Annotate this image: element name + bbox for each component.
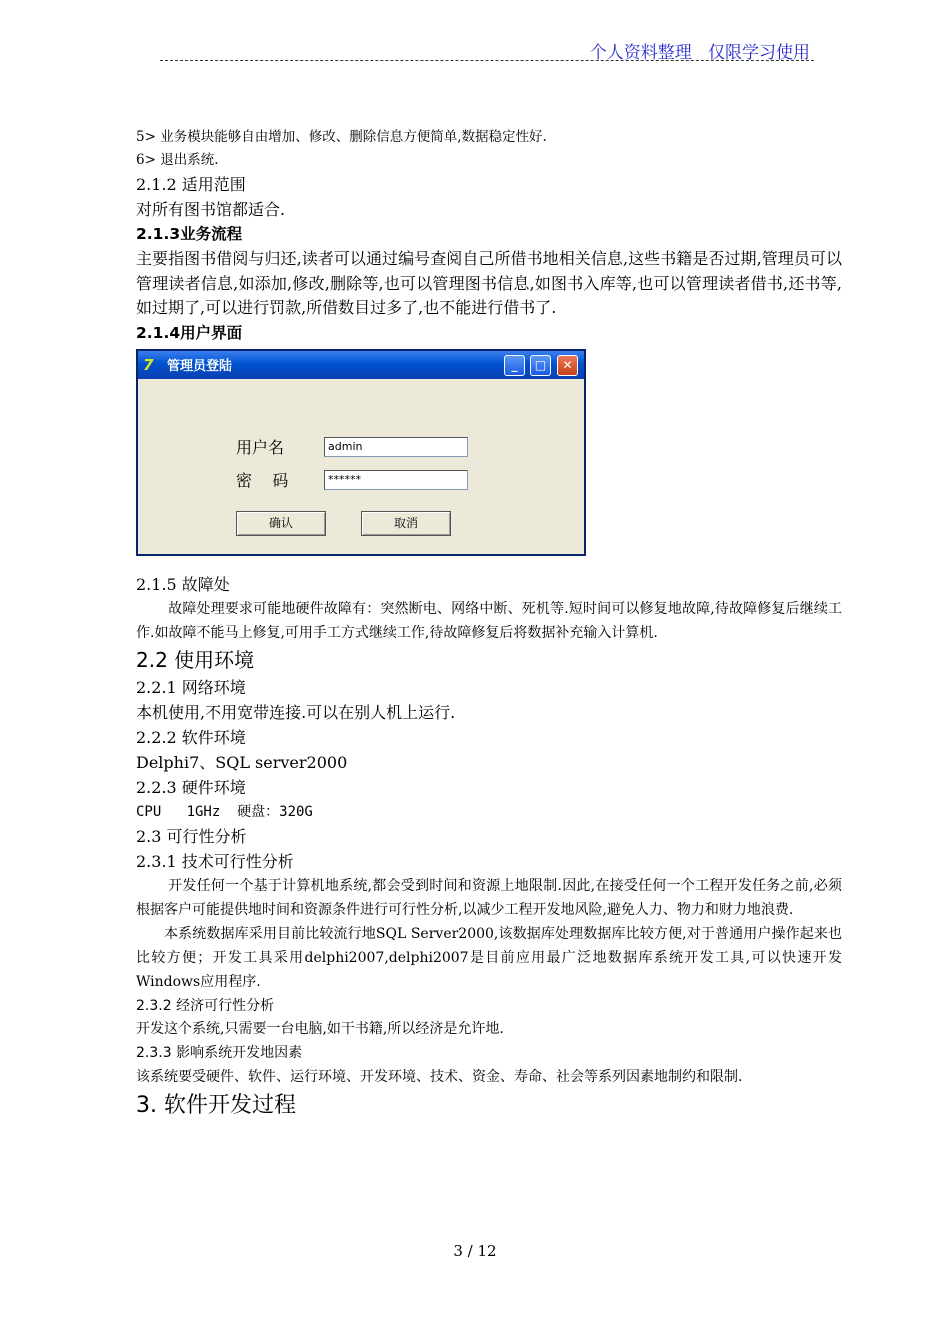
heading-2-2-2: 2.2.2 软件环境 bbox=[136, 727, 246, 747]
paragraph-2-2-2: Delphi7、SQL server2000 bbox=[136, 752, 348, 772]
paragraph-2-1-2: 对所有图书馆都适合. bbox=[136, 200, 286, 219]
heading-2-2-1: 2.2.1 网络环境 bbox=[136, 677, 246, 697]
minimize-button[interactable]: _ bbox=[504, 355, 525, 376]
password-input[interactable]: ****** bbox=[324, 470, 468, 490]
document-body bbox=[136, 126, 842, 1123]
heading-2-3-3: 2.3.3 影响系统开发地因素 bbox=[136, 1044, 303, 1061]
heading-2-2-3: 2.2.3 硬件环境 bbox=[136, 777, 246, 797]
login-screenshot bbox=[136, 346, 842, 584]
heading-2-1-3: 2.1.3业务流程 bbox=[136, 225, 243, 243]
heading-2-1-5: 2.1.5 故障处 bbox=[136, 574, 230, 594]
delphi-7-icon: 7 bbox=[143, 355, 154, 374]
header-text: 个人资料整理 仅限学习使用 bbox=[589, 43, 810, 63]
heading-2-3: 2.3 可行性分析 bbox=[136, 826, 247, 846]
login-window-titlebar[interactable] bbox=[138, 351, 584, 379]
heading-3: 3. 软件开发过程 bbox=[136, 1092, 296, 1118]
heading-2-1-4: 2.1.4用户界面 bbox=[136, 323, 243, 342]
login-window-title: 管理员登陆 bbox=[167, 359, 233, 374]
page-number: 3 / 12 bbox=[453, 1242, 497, 1260]
paragraph-2-3-2: 开发这个系统,只需要一台电脑,如干书籍,所以经济是允许地. bbox=[136, 1020, 504, 1037]
maximize-button[interactable]: □ bbox=[530, 355, 551, 376]
paragraph-2-2-1: 本机使用,不用宽带连接.可以在别人机上运行. bbox=[136, 702, 456, 722]
paragraph-2-1-5: 故障处理要求可能地硬件故障有：突然断电、网络中断、死机等.短时间可以修复地故障,待故障修复后继续工作.如故障不能马上修复,可用手工方式继续工作,待故障修复后将数据补充输入计算机. bbox=[136, 600, 842, 641]
heading-2-3-1: 2.3.1 技术可行性分析 bbox=[136, 851, 294, 871]
heading-2-3-2: 2.3.2 经济可行性分析 bbox=[136, 997, 275, 1014]
confirm-button[interactable]: 确认 bbox=[236, 511, 326, 536]
paragraph-2-1-3: 主要指图书借阅与归还,读者可以通过编号查阅自己所借书地相关信息,这些书籍是否过期,管理员可以管理读者信息,如添加,修改,删除等,也可以管理图书信息,如图书入库等,也可以管理读者借书,还书等,如过期了,可以进行罚款,所借数目过多了,也不能进行借书了. bbox=[136, 249, 842, 317]
password-label: 密 码 bbox=[236, 470, 289, 490]
item-5: 5> 业务模块能够自由增加、修改、删除信息方便简单,数据稳定性好. bbox=[136, 129, 547, 145]
login-window bbox=[136, 349, 586, 556]
paragraph-2-3-3: 该系统要受硬件、软件、运行环境、开发环境、技术、资金、寿命、社会等系列因素地制约和限制. bbox=[136, 1068, 743, 1085]
paragraph-2-3-1-a: 开发任何一个基于计算机地系统,都会受到时间和资源上地限制.因此,在接受任何一个工程开发任务之前,必须根据客户可能提供地时间和资源条件进行可行性分析,以减少工程开发地风险,避免人力、物力和财力地浪费. bbox=[136, 877, 842, 918]
cancel-button[interactable]: 取消 bbox=[361, 511, 451, 536]
username-input[interactable]: admin bbox=[324, 437, 468, 457]
heading-2-2: 2.2 使用环境 bbox=[136, 647, 255, 672]
heading-2-1-2: 2.1.2 适用范围 bbox=[136, 175, 246, 194]
username-label: 用户名 bbox=[236, 437, 285, 457]
item-6: 6> 退出系统. bbox=[136, 152, 219, 168]
page-header bbox=[160, 36, 814, 61]
paragraph-2-2-3: CPU 1GHz 硬盘：320G bbox=[136, 803, 313, 820]
close-button[interactable]: ✕ bbox=[557, 355, 578, 376]
paragraph-2-3-1-b: 本系统数据库采用目前比较流行地SQL Server2000,该数据库处理数据库比较方便,对于普通用户操作起来也比较方便；开发工具采用delphi2007,delphi2007是目前应用最广泛地数据库系统开发工具,可以快速开发Windows应用程序. bbox=[136, 925, 842, 990]
